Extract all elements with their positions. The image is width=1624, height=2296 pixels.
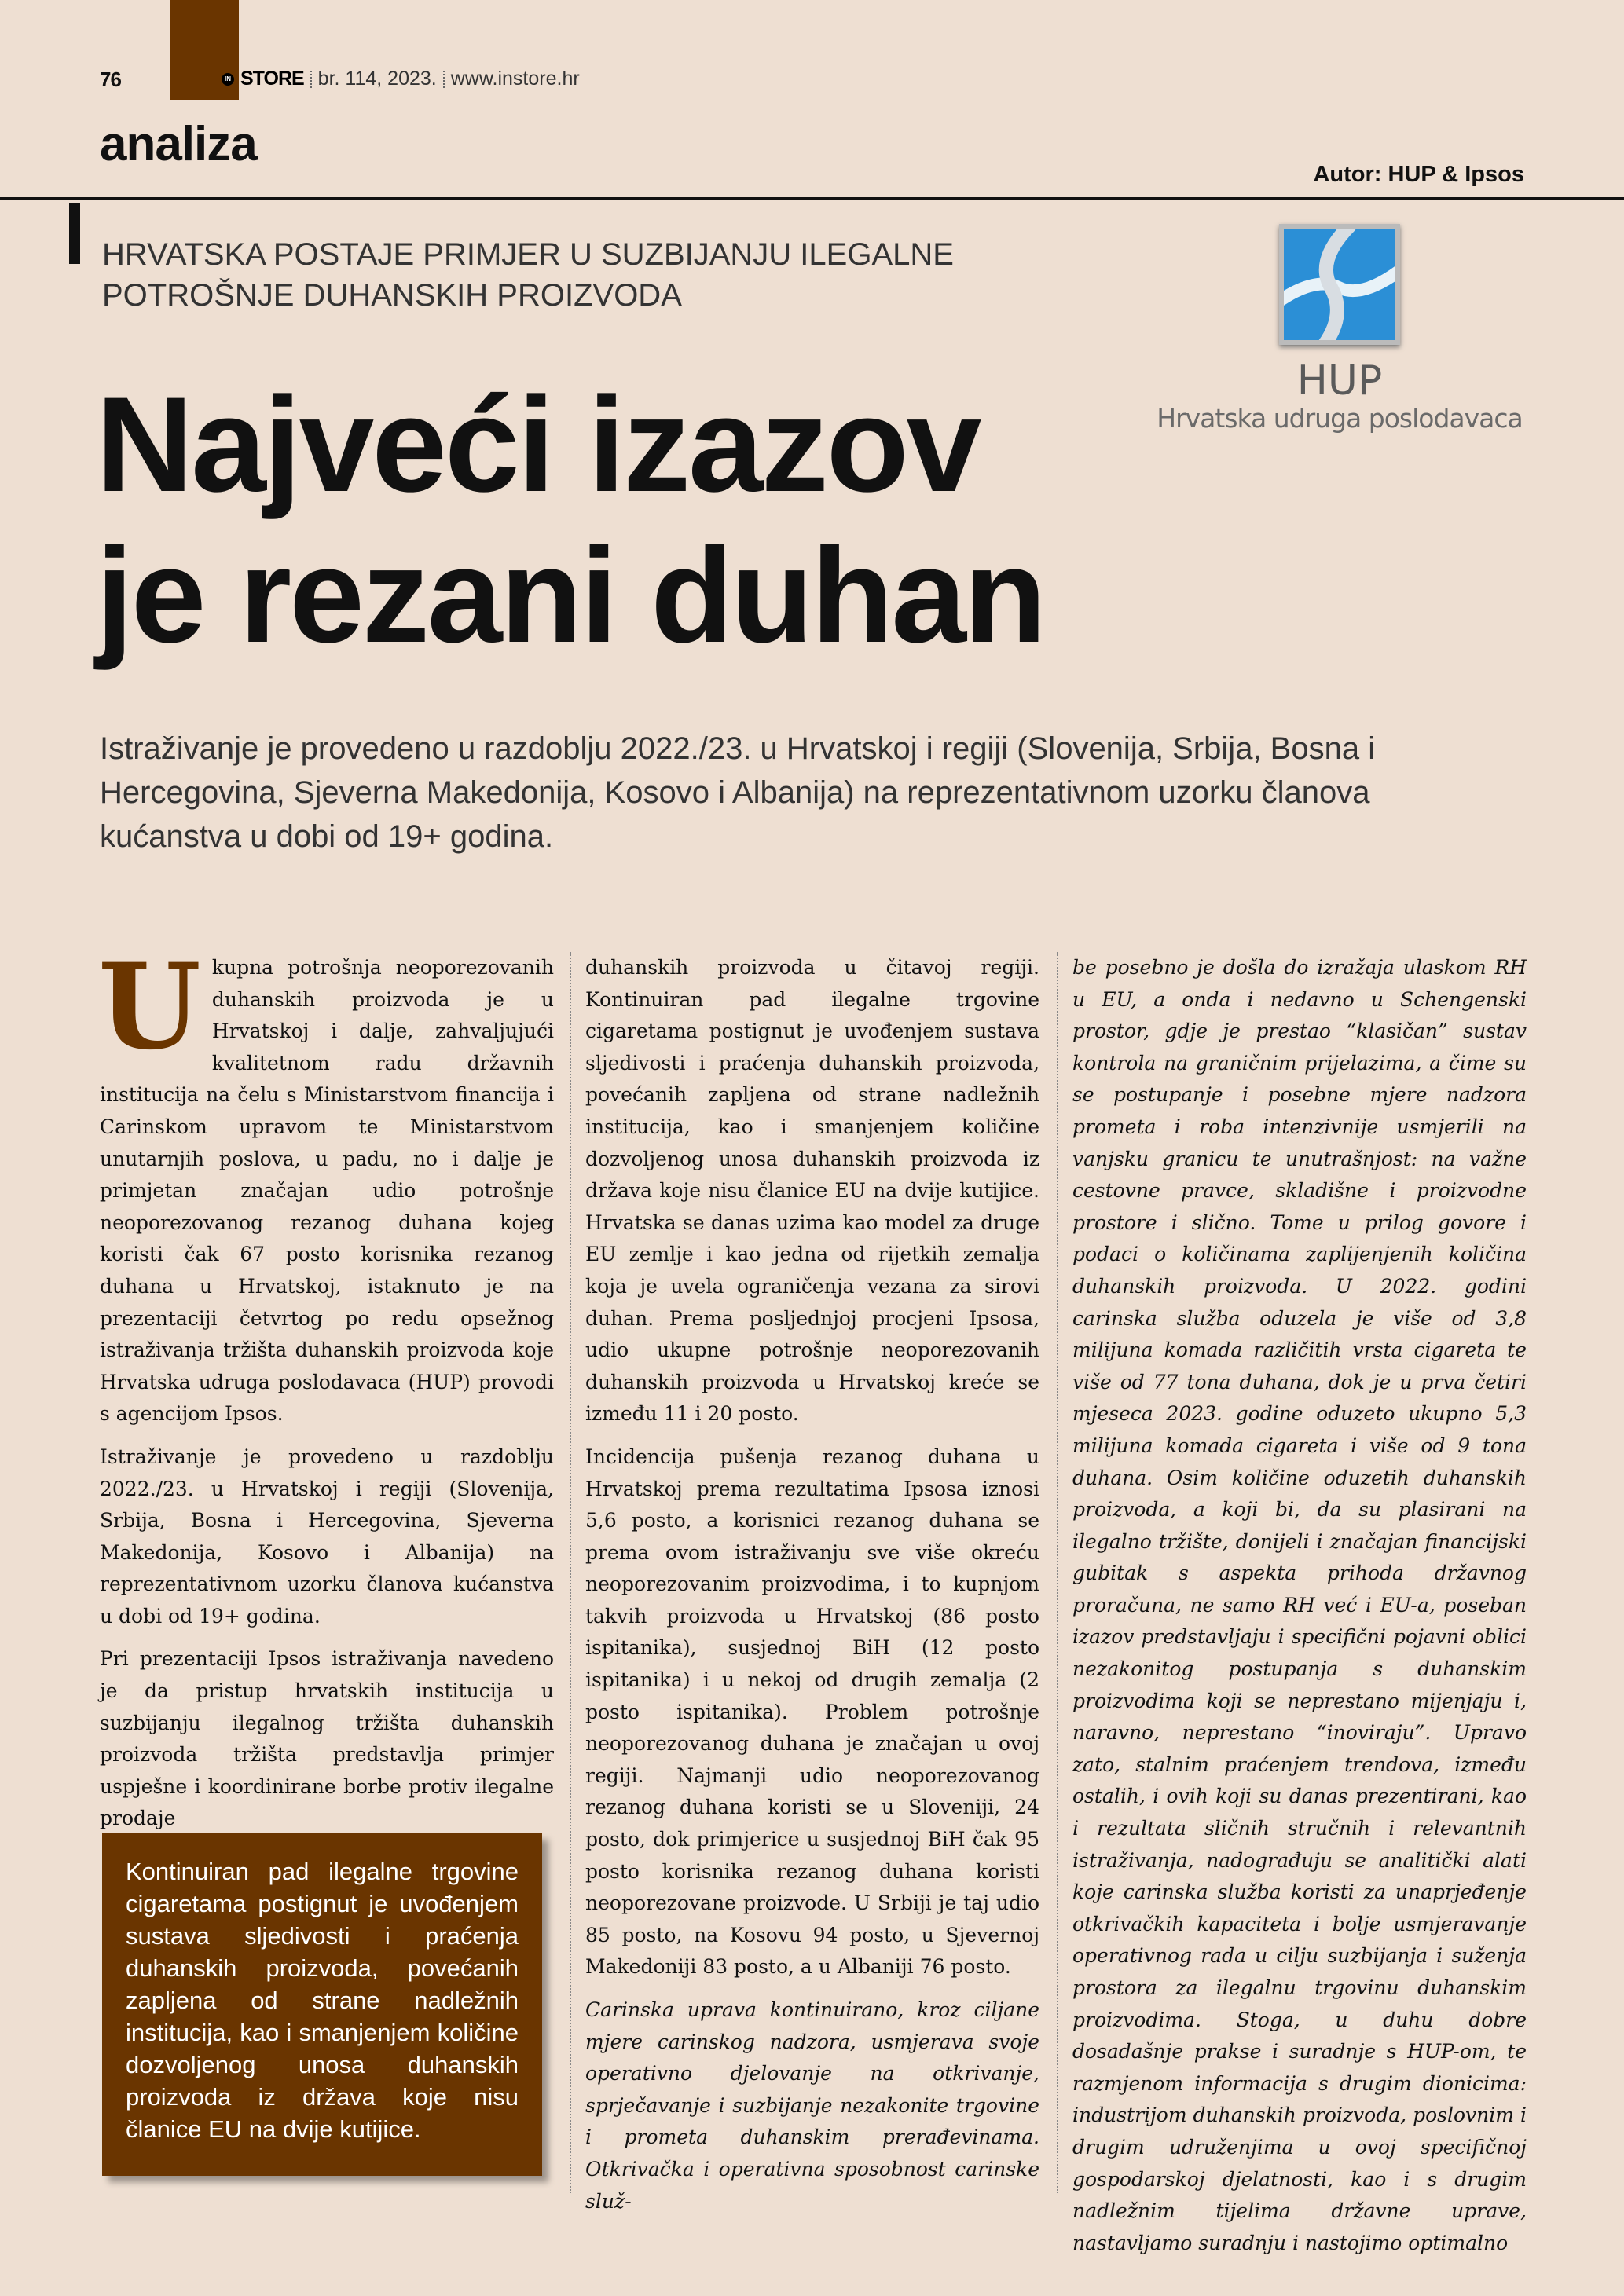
logo-subtitle: Hrvatska udruga poslodavaca [1157,403,1523,434]
brand-name: STORE [240,68,304,90]
headline-line: Najveći izazov [96,369,980,520]
paragraph: be posebno je došla do izražaja ulaskom RH u EU, a onda i nedavno u Schengenski prostor, gdje je prestao “klasičan” sustav kontrola na graničnim prijelazima, a čime su se postupanje i posebne mjere nadzora prometa i roba intenzivnije usmjerili na vanjsku granicu te unutrašnjost: na važne cestovne pravce, skladišne i proizvodne prostore i slično. Tome u prilog govore i podaci o količinama zaplijenjenih količina duhanskih proizvoda. U 2022. godini carinska služba oduzela je više od 3,8 milijuna komada različitih vrsta cigareta te više od 77 tona duhana, dok je u prva četiri mjeseca 2023. godine oduzeto ukupno 5,3 milijuna komada cigareta i više od 9 tona duhana. Osim količine oduzetih duhanskih proizvoda, a koji bi, da su plasirani na ilegalno tržište, donijeli i značajan financijski gubitak s aspekta prihoda državnog proračuna, ne samo RH već i EU-a, poseban izazov predstavljaju i specifični pojavni oblici nezakonitog postupanja s duhanskim proizvodima koji se neprestano mijenjaju i, naravno, neprestano “inoviraju”. Upravo zato, stalnim praćenjem trendova, između ostalih, i ovih koji su danas prezentirani, kao i rezultata sličnih stručnih i relevantnih istraživanja, nadograđuju se analitički alati koje carinska služba koristi za unaprjeđenje otkrivačkih kapaciteta i bolje usmjeravanje operativnog rada u cilju suzbijanja i suženja prostora za ilegalnu trgovinu duhanskim proizvodima. Stoga, u duhu dobre dosadašnje prakse i suradnje s HUP-om, te razmjenom informacija s drugim dionicima: industrijom duhanskih proizvoda, poslovnim i drugim udruženjima u ovoj specifičnoj gospodarskoj djelatnosti, kao i s drugim nadležnim tijelima državne uprave, nastavljamo suradnju i nastojimo optimalno [1072,956,1527,2254]
paragraph: Incidencija pušenja rezanog duhana u Hrvatskoj prema rezultatima Ipsosa iznosi 5,6 posto, a korisnici rezanog duhana se prema ovom istraživanju sve više okreću neoporezovanim proizvodima, i to kupnjom takvih proizvoda u Hrvatskoj (86 posto ispitanika), susjednoj BiH (12 posto ispitanika) i u nekoj od drugih zemalja (2 posto ispitanika). Problem potrošnje neoporezovanog duhana je značajan u ovoj regiji. Najmanji udio neoporezovanog rezanog duhana koristi se u Sloveniji, 24 posto, dok primjerice u susjednoj BiH čak 95 posto korisnika rezanog duhana koristi neoporezovane proizvode. U Srbiji je taj udio 85 posto, na Kosovu 94 posto, u Sjevernoj Makedoniji 83 posto, a u Albaniji 76 posto. [585,1445,1039,1979]
column-3 [1072,952,1527,2270]
pull-quote: Kontinuiran pad ilegalne trgovine cigaretama postignut je uvođenjem sustava sljedivosti i praćenja duhanskih proizvoda, povećanih zapljena od strane nadležnih institucija, kao i smanjenjem količine dozvoljenog unosa duhanskih proizvoda iz država koje nisu članice EU na dvije kutijice. [102,1833,542,2176]
brand-badge-icon: IN [222,73,234,86]
column-divider [1057,952,1058,2193]
paragraph: kupna potrošnja neoporezovanih duhanskih proizvoda je u Hrvatskoj i dalje, zahvaljujući kvalitetnom radu državnih institucija na čelu s Ministarstvom financija i Carinskom upravom te Ministarstvom unutarnjih poslova, u padu, no i dalje je primjetan značajan udio potrošnje neoporezovanog rezanog duhana kojeg koristi čak 67 posto korisnika rezanog duhana u Hrvatskoj, istaknuto je na prezentaciji četvrtog po redu opsežnog istraživanja tržišta duhanskih proizvoda koje Hrvatska udruga poslodavaca (HUP) provodi s agencijom Ipsos. [100,956,554,1426]
section-title: analiza [100,117,257,171]
column-divider [570,952,571,2193]
header-rule [0,197,1624,200]
divider [310,71,312,88]
column-1 [98,938,554,1846]
website-link[interactable]: www.instore.hr [450,68,580,90]
headline-line: je rezani duhan [96,520,1045,671]
paragraph: Pri prezentaciji Ipsos istraživanja navedeno je da pristup hrvatskih institucija u suzbijanju ilegalnog tržišta duhanskih proizvoda tržišta predstavlja primjer uspješne i koordinirane borbe protiv ilegalne prodaje [100,1647,554,1830]
hup-logo-icon [1279,224,1400,345]
paragraph: Carinska uprava kontinuirano, kroz ciljane mjere carinskog nadzora, usmjerava svoje operativno djelovanje na otkrivanje, sprječavanje i suzbijanje nezakonite trgovine i prometa duhanskim prerađevinama. Otkrivačka i operativna sposobnost carinske služ- [585,1998,1039,2213]
paragraph: Istraživanje je provedeno u razdoblju 2022./23. u Hrvatskoj i regiji (Slovenija, Srbija, Bosna i Hercegovina, Sjeverna Makedonija, Kosovo i Albanija) na reprezentativnom uzorku članova kućanstva u dobi od 19+ godina. [100,1445,554,1628]
page-number: 76 [100,68,121,91]
kicker-line: HRVATSKA POSTAJE PRIMJER U SUZBIJANJU ILEGALNE [102,237,954,272]
column-2 [585,952,1039,2228]
kicker-marker [69,203,80,264]
drop-cap: U [98,938,201,1076]
masthead [222,68,580,90]
lead-paragraph: Istraživanje je provedeno u razdoblju 2022./23. u Hrvatskoj i regiji (Slovenija, Srbija, Bosna i Hercegovina, Sjeverna Makedonija, Kosovo i Albanija) na reprezentativnom uzorku članova kućanstva u dobi od 19+ godina. [100,731,1376,854]
kicker-line: POTROŠNJE DUHANSKIH PROIZVODA [102,278,682,313]
author-credit: Autor: HUP & Ipsos [1313,162,1524,187]
paragraph: duhanskih proizvoda u čitavoj regiji. Kontinuiran pad ilegalne trgovine cigaretama postignut je uvođenjem sustava sljedivosti i praćenja duhanskih proizvoda, povećanih zapljena od strane nadležnih institucija, kao i smanjenjem količine dozvoljenog unosa duhanskih proizvoda iz država koje nisu članice EU na dvije kutijice. Hrvatska se danas uzima kao model za druge EU zemlje i kao jedna od rijetkih zemalja koja je uvela ograničenja vezana za sirovi duhan. Prema posljednjoj procjeni Ipsosa, udio ukupne potrošnje neoporezovanih duhanskih proizvoda u Hrvatskoj kreće se između 11 i 20 posto. [585,956,1039,1426]
hup-logo [1155,224,1524,460]
issue-info: br. 114, 2023. [317,68,437,90]
headline [96,369,1044,671]
logo-name: HUP [1296,357,1383,405]
kicker [102,234,1045,316]
divider [443,71,445,88]
